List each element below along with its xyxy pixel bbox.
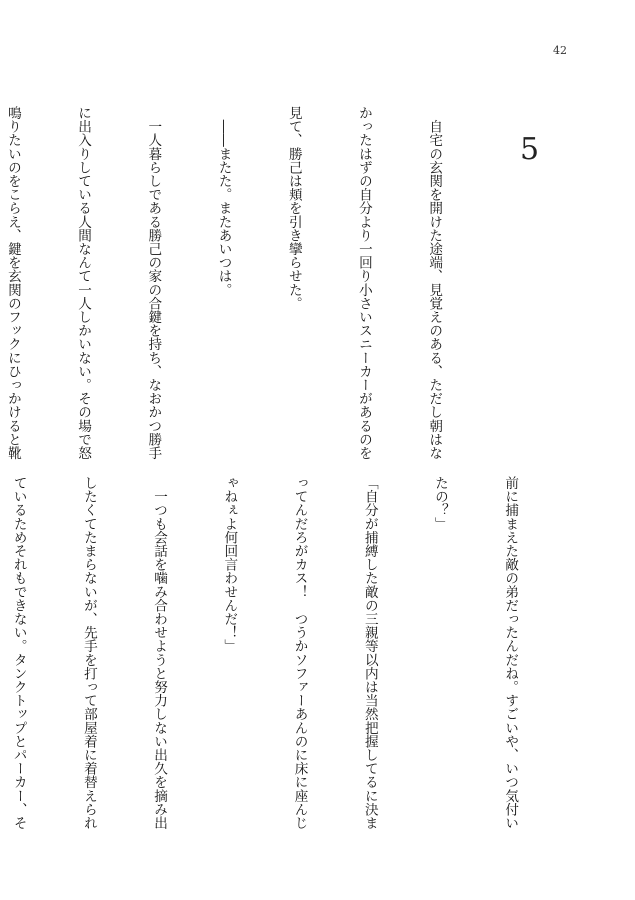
text-line: ――またた。またあいつは。 <box>215 106 232 297</box>
text-line: ゃねぇよ何回言わせんだ！」 <box>221 476 238 653</box>
chapter-number: 5 <box>520 132 540 167</box>
text-line: 自宅の玄関を開けた途端、見覚えのある、ただし朝はな <box>426 106 443 460</box>
text-line: 見て、勝己は頬を引き攣らせた。 <box>285 106 302 310</box>
text-line: たの？」 <box>431 476 448 531</box>
text-line: 一人暮らしである勝己の家の合鍵を持ち、なおかつ勝手 <box>145 106 162 460</box>
text-block-top <box>4 106 492 460</box>
text-line: に出入りしている人間なんて一人しかいない。その場で怒 <box>75 106 92 460</box>
text-line: ってんだろがカス！ つうかソファーあんのに床に座んじ <box>291 476 308 830</box>
text-line: 前に捕まえた敵の弟だったんだね。すごいや、いつ気付い <box>502 476 519 830</box>
text-block-bottom <box>10 476 568 830</box>
text-line: ているためそれもできない。タンクトップとパーカー、そ <box>10 476 27 830</box>
text-line: 鳴りたいのをこらえ、鍵を玄関のフックにひっかけると靴 <box>4 106 21 460</box>
text-line: 「自分が捕縛した敵の三親等以内は当然把握してるに決ま <box>361 476 378 830</box>
text-line: かったはずの自分より一回り小さいスニーカーがあるのを <box>355 106 372 460</box>
text-line: 一つも会話を噛み合わせようと努力しない出久を摘み出 <box>151 476 168 830</box>
text-line: したくてたまらないが、先手を打って部屋着に着替えられ <box>80 476 97 830</box>
page-number: 42 <box>553 44 567 57</box>
